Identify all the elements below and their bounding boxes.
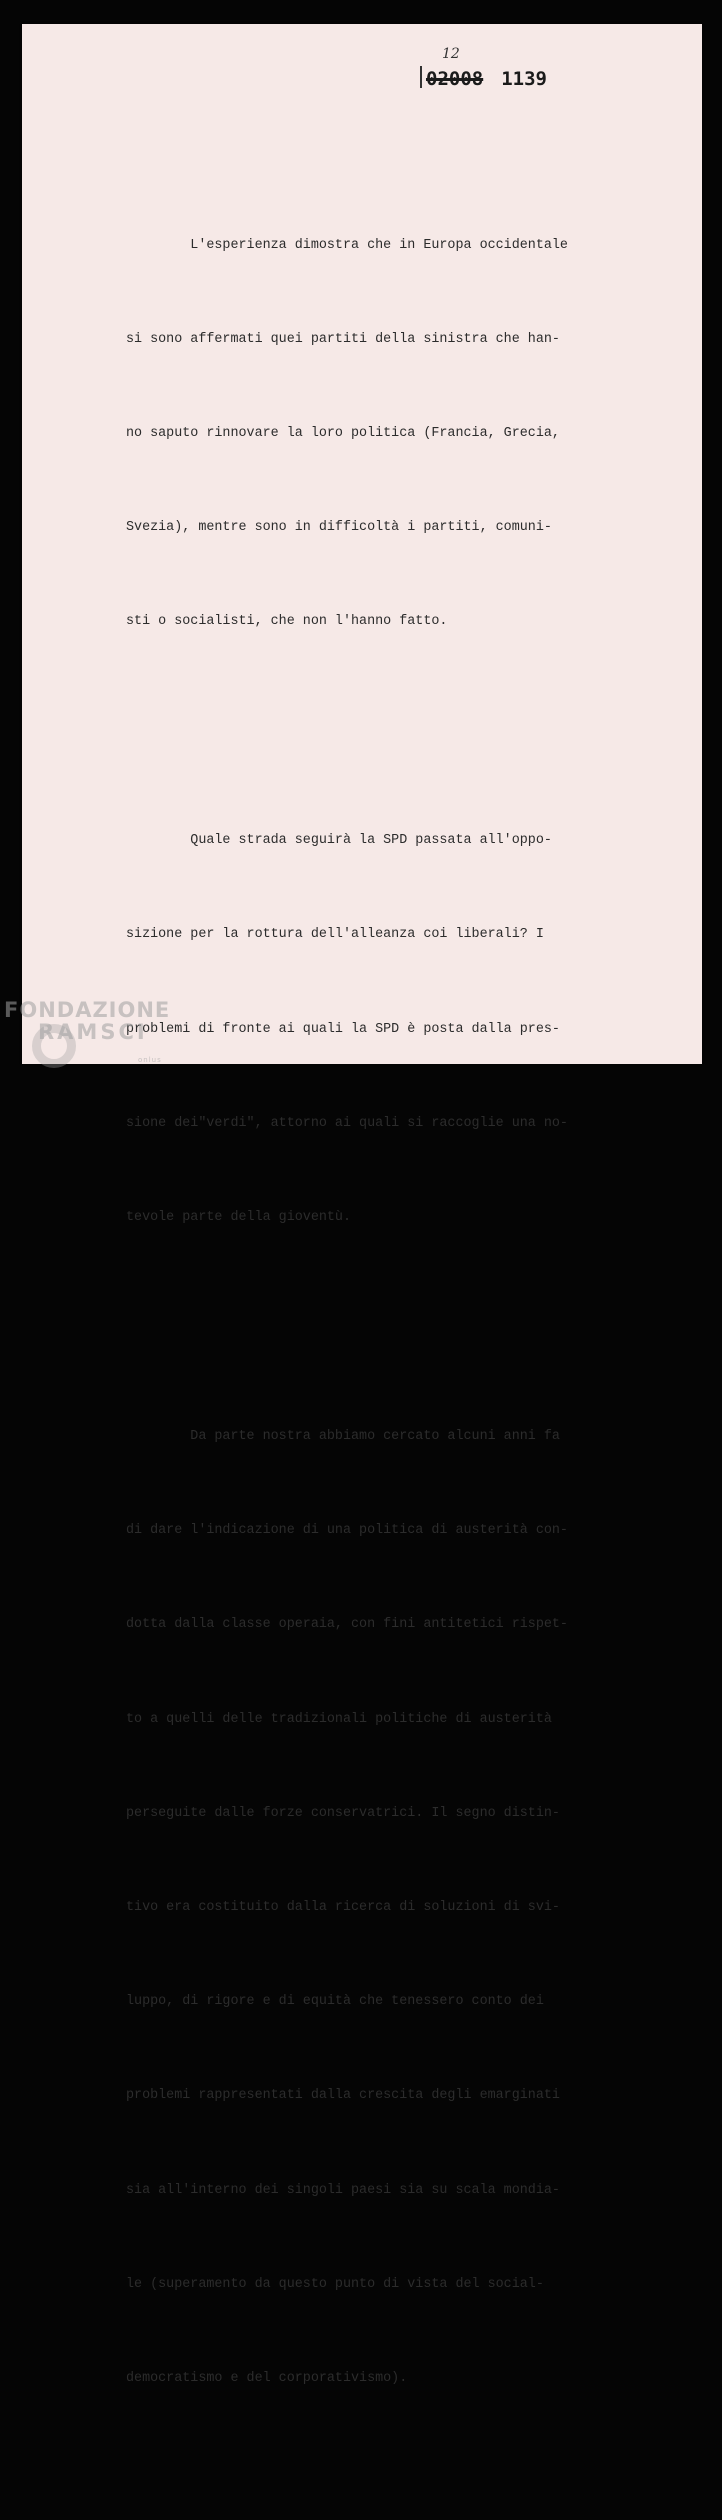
text-line: sizione per la rottura dell'alleanza coi liberali? I bbox=[126, 927, 544, 943]
watermark-small: onlus bbox=[138, 1056, 162, 1064]
handwritten-number: 12 bbox=[442, 46, 460, 62]
text-line: di dare l'indicazione di una politica di austerità con- bbox=[126, 1523, 568, 1539]
text-line: si sono affermati quei partiti della sinistra che han- bbox=[126, 331, 560, 347]
body-text bbox=[126, 104, 568, 2520]
text-line: Quale strada seguirà la SPD passata all'oppo- bbox=[126, 833, 552, 849]
text-line: sti o socialisti, che non l'hanno fatto. bbox=[126, 614, 448, 630]
watermark-g-icon bbox=[32, 1024, 76, 1068]
watermark-line-1: FONDAZIONE bbox=[4, 998, 171, 1022]
text-line: Da parte nostra abbiamo cercato alcuni anni fa bbox=[126, 1428, 560, 1444]
stamp-mark bbox=[420, 66, 422, 88]
paragraph-2 bbox=[126, 762, 568, 1296]
watermark-line-2: RAMSCI bbox=[38, 1020, 148, 1044]
text-line: no saputo rinnovare la loro politica (Francia, Grecia, bbox=[126, 426, 560, 442]
text-line: luppo, di rigore e di equità che tenessero conto dei bbox=[126, 1994, 544, 2010]
paragraph-1 bbox=[126, 167, 568, 701]
text-line: le (superamento da questo punto di vista del social- bbox=[126, 2276, 544, 2292]
document-page bbox=[22, 24, 702, 2386]
text-line: perseguite dalle forze conservatrici. Il segno distin- bbox=[126, 1805, 560, 1821]
text-line: L'esperienza dimostra che in Europa occidentale bbox=[126, 237, 568, 253]
text-line: sione dei"verdi", attorno ai quali si raccoglie una no- bbox=[126, 1115, 568, 1131]
text-line: problemi rappresentati dalla crescita degli emarginati bbox=[126, 2088, 560, 2104]
foundation-watermark bbox=[4, 998, 171, 1064]
text-line: tevole parte della gioventù. bbox=[126, 1210, 351, 1226]
archive-stamp bbox=[426, 46, 547, 94]
text-line: dotta dalla classe operaia, con fini antitetici rispet- bbox=[126, 1617, 568, 1633]
text-line: democratismo e del corporativismo). bbox=[126, 2370, 408, 2386]
stamp-page-number: 1139 bbox=[501, 68, 547, 90]
text-line: to a quelli delle tradizionali politiche di austerità bbox=[126, 1711, 552, 1727]
text-line: sia all'interno dei singoli paesi sia su scala mondia- bbox=[126, 2182, 560, 2198]
text-line: tivo era costituito dalla ricerca di soluzioni di svi- bbox=[126, 1899, 560, 1915]
text-line: Svezia), mentre sono in difficoltà i partiti, comuni- bbox=[126, 520, 552, 536]
paragraph-3 bbox=[126, 1358, 568, 2457]
text-line: problemi di fronte ai quali la SPD è posta dalla pres- bbox=[126, 1021, 560, 1037]
stamp-old-number: 02008 bbox=[426, 68, 484, 90]
